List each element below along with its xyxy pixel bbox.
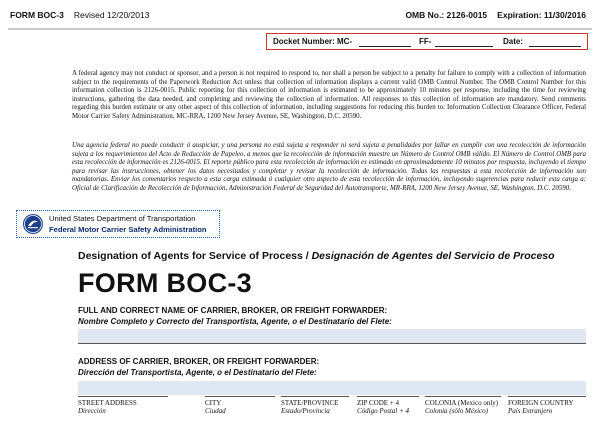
ff-number-field[interactable]	[435, 46, 493, 47]
state-line[interactable]	[281, 396, 349, 397]
column-label: STATE/PROVINCE	[281, 399, 339, 407]
designation-title-spanish: Designación de Agentes del Servicio de Proceso	[311, 250, 555, 262]
form-id: FORM BOC-3	[10, 10, 64, 20]
carrier-address-input[interactable]	[78, 381, 586, 395]
column-state	[281, 399, 338, 415]
dot-seal-icon	[23, 214, 43, 234]
header-divider	[8, 28, 592, 30]
form-title: FORM BOC-3	[78, 268, 252, 298]
carrier-address-label-spanish: Dirección del Transportista, Agente, o el Destinatario del Flete:	[78, 368, 317, 377]
date-label: Date:	[503, 37, 524, 46]
carrier-name-input[interactable]	[78, 329, 586, 343]
zip-line[interactable]	[357, 396, 419, 397]
column-label-spanish: Ciudad	[205, 407, 226, 415]
ff-label: FF-	[419, 37, 432, 46]
designation-title-english: Designation of Agents for Service of Process /	[78, 250, 312, 262]
date-field[interactable]	[529, 46, 581, 47]
column-foreign-country	[508, 399, 574, 415]
dot-department-name: United States Department of Transportation	[49, 214, 196, 223]
column-city	[205, 399, 226, 415]
carrier-name-underline	[78, 343, 586, 344]
expiration-date: Expiration: 11/30/2016	[497, 10, 586, 20]
omb-number: OMB No.: 2126-0015	[405, 10, 488, 20]
column-label-spanish: País Extranjero	[508, 407, 553, 415]
colonia-line[interactable]	[425, 396, 501, 397]
carrier-address-label: ADDRESS OF CARRIER, BROKER, OR FREIGHT FORWARDER:	[78, 357, 320, 366]
street-address-line[interactable]	[78, 396, 168, 397]
fmcsa-agency-name: Federal Motor Carrier Safety Administration	[49, 225, 207, 234]
column-label: CITY	[205, 399, 222, 407]
carrier-name-label: FULL AND CORRECT NAME OF CARRIER, BROKER, OR FREIGHT FORWARDER:	[78, 306, 388, 315]
column-label-spanish: Estado/Provincia	[281, 407, 330, 415]
column-label-spanish: Dirección	[78, 407, 106, 415]
carrier-name-label-spanish: Nombre Completo y Correcto del Transportista, Agente, o el Destinatario del Flete:	[78, 317, 392, 326]
foreign-country-line[interactable]	[508, 396, 586, 397]
column-colonia	[425, 399, 498, 415]
docket-number-label: Docket Number: MC-	[273, 37, 353, 46]
form-header-right	[395, 10, 586, 20]
column-label: ZIP CODE + 4	[357, 399, 399, 407]
burden-statement-spanish: Una agencia federal no puede conducir ó auspiciar, y una persona no está sujeta a responder ni será sujeta a penalidades por fallar en cumplir con una recolección de información sujeta a los requerimientos del Acto de Reducción de Papeleo, a menos que la recolección de información muestre un Número de Control OMB válido. El Número de Control OMB para esta recolección de información es 2126-0015. El reporte público para esta recolección de información es estimado en aproximadamente 10 minutos por respuesta, incluyendo el tiempo para revisar las instrucciones, obtener los datos necesitados y completar y revisar la recolección de información. Todas las respuestas a esta recolección de información son mandatorias. Enviar los comentarios respecto a esta carga estimada ó cualquier otro aspecto de esta recolección de información, incluyendo sugerencias para reducir esta carga a: Oficial de Clarificación de Recolección de Información, Administración Federal de Seguridad del Autotransporte, MR-RRA, 1200 New Jersey Avenue, SE, Washington, D.C. 20590.	[72, 142, 586, 192]
column-street-address	[78, 399, 137, 415]
revised-date: Revised 12/20/2013	[73, 10, 150, 20]
docket-box	[266, 33, 588, 50]
column-label: FOREIGN COUNTRY	[508, 399, 574, 407]
column-label: COLONIA (Mexico only)	[425, 399, 499, 407]
city-line[interactable]	[205, 396, 275, 397]
designation-title	[78, 250, 555, 262]
column-label: STREET ADDRESS	[78, 399, 137, 407]
docket-number-field[interactable]	[359, 46, 411, 47]
form-header-left	[10, 10, 149, 20]
column-label-spanish: Código Postal + 4	[357, 407, 409, 415]
burden-statement-english: A federal agency may not conduct or sponsor, and a person is not required to respond to, nor shall a person be subject to a penalty for failure to comply with a collection of information subject to the requirements of the Paperwork Reduction Act unless that collection of information displays a current valid OMB Control Number. The OMB Control Number for this information collection is 2126-0015. Public reporting for this collection of information is estimated to be approximately 10 minutes per response, including the time for reviewing instructions, gathering the data needed, and completing and reviewing the collection of information. All responses to this collection of information are mandatory. Send comments regarding this burden estimate or any other aspect of this collection of information, including suggestions for reducing this burden to: Information Collection Clearance Officer, Federal Motor Carrier Safety Administration, MC-RRA, 1200 New Jersey Avenue, SE, Washington, D.C. 20590.	[72, 70, 586, 120]
column-label-spanish: Colonia (sólo México)	[425, 407, 488, 415]
column-zip	[357, 399, 409, 415]
